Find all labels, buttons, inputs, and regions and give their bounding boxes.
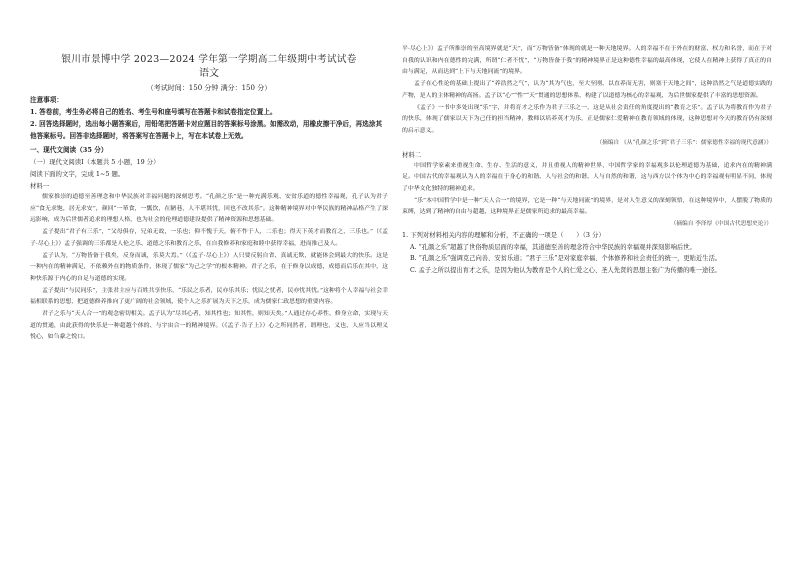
citation: （摘编自 《从“孔颜之乐”到“君子三乐”：儒家德性幸福的现代意涵》）: [596, 139, 772, 146]
paragraph: 《孟子》一书中多处出现“乐”字，并将育才之乐作为君子三乐之一，这是从社会责任的角度提出的“教育之乐”。孟子认为将教育作为君子的快乐，体现了儒家以天下为己任的担当精神，教师以培养英才为乐，正是儒家仁爱精神在教育领域的体现，这种思想对今天的教育仍有深刻的启示意义。: [402, 104, 772, 134]
paragraph: 君子之乐与“天人合一”的观念密切相关。孟子认为“尽其心者，知其性也；知其性，则知天矣。”人通过存心养性、修身立命，实现与天道的贯通，由此获得的快乐是一种超越个体的、与宇宙合一的精神境界。（《孟子·告子上》）心之所同然者，谓理也，义也，人应当以理义悦心，如刍豢之悦口。: [30, 311, 388, 341]
paragraph: 孟子在心性论的基础上提出了“养浩然之气”，认为“其为气也，至大至刚，以直养而无害，则塞于天地之间”，这种浩然之气是道德实践的产物，是人的主体精神的高扬。孟子以“心”“性”“天”贯通的思想体系，构建了以道德为核心的幸福观，为后世儒家提供了丰富的思想资源。: [402, 81, 772, 99]
material-label: 材料一: [30, 182, 50, 190]
paragraph: 孟子提出“与民同乐”，主张君主应与百姓共享快乐，“乐民之乐者，民亦乐其乐；忧民之忧者，民亦忧其忧。”这种将个人幸福与社会幸福相联系的思想，把道德修养推向了更广阔的社会领域，使个人之乐扩展为天下之乐，成为儒家仁政思想的重要内容。: [30, 287, 388, 306]
question-1: 1. 下列对材料相关内容的理解和分析，不正确的一项是（ ）（3 分）: [402, 231, 605, 240]
material-label: 材料二: [402, 150, 422, 159]
reading-instruction: 阅读下面的文字，完成 1~5 题。: [30, 170, 125, 178]
exam-title: 银川市景博中学 2023—2024 学年第一学期高二年级期中考试试卷: [61, 54, 357, 65]
exam-subject: 语文: [199, 68, 219, 79]
option-a: A. “孔颜之乐”超越了世俗物质层面的幸福，其道德至善的理念符合中华民族的幸福观并深刻影响后世。: [410, 243, 696, 251]
subsection-heading: （一）现代文阅读Ⅰ（本题共 5 小题，19 分）: [30, 158, 160, 166]
note-item-2: 2. 回答选择题时，选出每小题答案后，用铅笔把答题卡对应题目的答案标号涂黑。如需改动，用橡皮擦干净后，再选涂其他答案标号。回答非选择题时，将答案写在答题卡上，写在本试卷上无效。: [30, 120, 383, 140]
option-b: B. “孔颜之乐”强调克己向善、安贫乐道；“君子三乐”是对家庭幸福、个体修养和社会责任的统一，更贴近生活。: [410, 255, 722, 263]
option-c: C. 孟子之所以提出育才之乐，是因为他认为教育是个人的仁爱之心、圣人先贤的思想主张广为传播的唯一途径。: [410, 266, 721, 274]
exam-meta: （考试时间：150 分钟 满分：150 分）: [146, 84, 272, 92]
left-column: [30, 0, 388, 561]
notes-heading: 注意事项：: [30, 96, 63, 104]
note-item-1: 1. 答卷前，考生务必将自己的姓名、考生号和座号填写在答题卡和试卷指定位置上。: [30, 108, 277, 116]
paragraph: 孟子提出“君子有三乐”，“父母俱存，兄弟无故，一乐也；仰不愧于天，俯不怍于人，二乐也；得天下英才而教育之，三乐也。”（《孟子·尽心上》）孟子强调的三乐都是人伦之乐、道德之乐和教育之乐，在自我修养和家庭和睦中获得幸福，进而推己及人。: [30, 229, 388, 247]
section-heading: 一、现代文阅读（35 分）: [30, 146, 108, 154]
paragraph: 儒家推崇的道德至善理念和中华民族对幸福问题的深刻思考。“孔颜之乐”是一种充满乐观、安贫乐道的德性幸福观，孔子认为君子应“食无求饱，居无求安”，颜回“一箪食，一瓢饮，在陋巷，人不堪其忧，回也不改其乐”。这种精神境界对中华民族的精神品格产生了深远影响，成为后世儒者追求的理想人格，也为社会的伦理道德建设提供了精神资源和思想基础。: [30, 194, 388, 224]
citation: （摘编自 李泽厚《中国古代思想史论》）: [670, 221, 772, 228]
paragraph: 平·尽心上》）孟子所推崇的至高境界就是“天”，而“万物皆备”体现的就是一种天地境界。人的幸福不在于外在的财富、权力和名誉，而在于对自我的认识和内在德性的完满，所谓“仁者不忧”，“万物皆备于我”的精神境界正是这种德性幸福的最高体现，它使人在精神上获得了真正的自由与满足，从而达到“上下与天地同流”的境界。: [402, 46, 772, 76]
paragraph: 中国哲学家素来重视生命、生存、生活的意义，并且重视人的精神世界，中国哲学家的幸福观多以伦理道德为基础，追求内在的精神满足。中国古代的幸福观认为人的幸福在于身心的和谐、人与社会的和谐、人与自然的和谐，这与西方以个体为中心的幸福观有明显不同，体现了中华文化独特的精神追求。: [402, 162, 772, 193]
paragraph: 孟子认为，“万物皆备于我矣，反身而诚，乐莫大焉。”（《孟子·尽心上》）人只要反躬自省、真诚无欺，就能体会到最大的快乐。这是一种内在的精神满足，不依赖外在的物质条件，体现了儒家“为己之学”的根本精神。君子之乐，在于修身以成德，成德而后乐在其中，这种快乐源于内心的自足与道德的实现。: [30, 252, 388, 282]
paragraph: “乐”本中国哲学中是一种“天人合一”的境界，它是一种“与天地同流”的境界，是对人生意义的深刻领悟，在这种境界中，人摆脱了物质的束缚，达到了精神的自由与超越，这种境界正是儒家所追求的最高幸福。: [402, 197, 772, 216]
right-column: [402, 0, 772, 561]
